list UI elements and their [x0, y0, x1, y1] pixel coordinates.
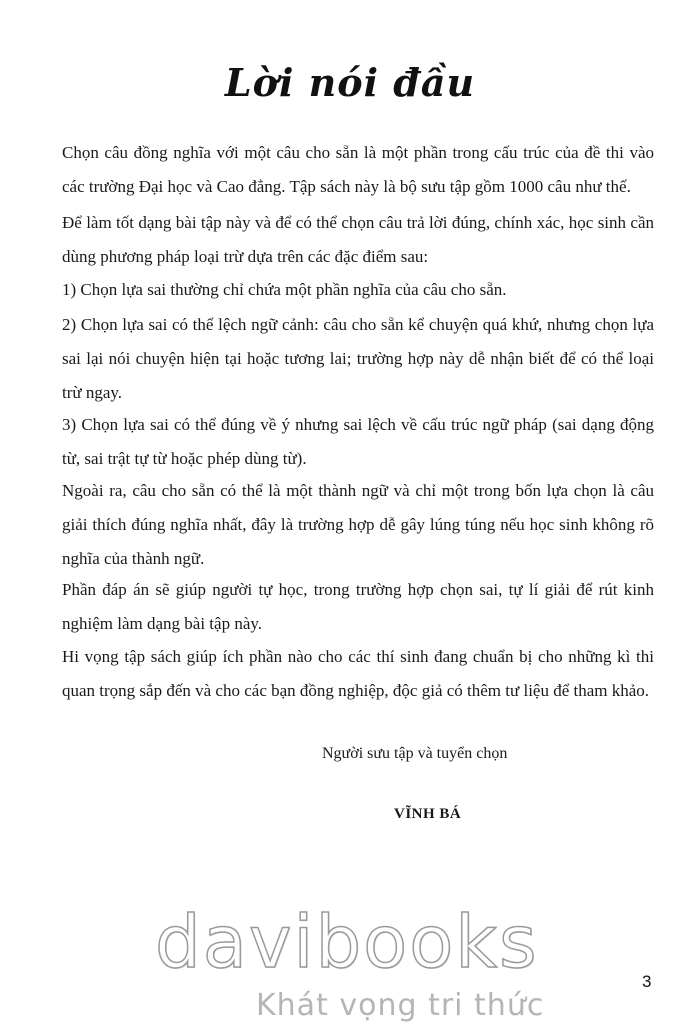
- paragraph-point-3: 3) Chọn lựa sai có thể đúng về ý nhưng sai lệch về cấu trúc ngữ pháp (sai dạng động từ, sai trật tự từ hoặc phép dùng từ).: [62, 415, 654, 468]
- paragraph-intro: Chọn câu đồng nghĩa với một câu cho sẵn là một phần trong cấu trúc của đề thi vào các trường Đại học và Cao đẳng. Tập sách này là bộ sưu tập gồm 1000 câu như thế.: [62, 143, 654, 196]
- paragraph-method: Để làm tốt dạng bài tập này và để có thể chọn câu trả lời đúng, chính xác, học sinh cần dùng phương pháp loại trừ dựa trên các đặc điểm sau:: [62, 213, 654, 266]
- page-number: 3: [642, 972, 652, 991]
- paragraph-answers: Phần đáp án sẽ giúp người tự học, trong trường hợp chọn sai, tự lí giải để rút kinh nghiệm làm dạng bài tập này.: [62, 580, 654, 633]
- page-title: Lời nói đầu: [224, 60, 476, 105]
- signer-caption: Người sưu tập và tuyển chọn: [322, 745, 508, 762]
- paragraph-point-2: 2) Chọn lựa sai có thể lệch ngữ cảnh: câu cho sẵn kể chuyện quá khứ, nhưng chọn lựa sai lại nói chuyện hiện tại hoặc tương lai; trường hợp này dễ nhận biết để có thể loại trừ ngay.: [62, 315, 654, 402]
- publisher-tagline: Khát vọng tri thức: [256, 988, 545, 1023]
- author-name: VĨNH BÁ: [394, 806, 462, 822]
- paragraph-idiom: Ngoài ra, câu cho sẵn có thể là một thành ngữ và chỉ một trong bốn lựa chọn là câu giải thích đúng nghĩa nhất, đây là trường hợp dễ gây lúng túng nếu học sinh không rõ nghĩa của thành ngữ.: [62, 481, 654, 568]
- publisher-watermark: davibooks: [155, 900, 539, 984]
- paragraph-hope: Hi vọng tập sách giúp ích phần nào cho các thí sinh đang chuẩn bị cho những kì thi quan trọng sắp đến và cho các bạn đồng nghiệp, độc giả có thêm tư liệu để tham khảo.: [62, 647, 654, 700]
- paragraph-point-1: 1) Chọn lựa sai thường chỉ chứa một phần nghĩa của câu cho sẵn.: [62, 280, 507, 299]
